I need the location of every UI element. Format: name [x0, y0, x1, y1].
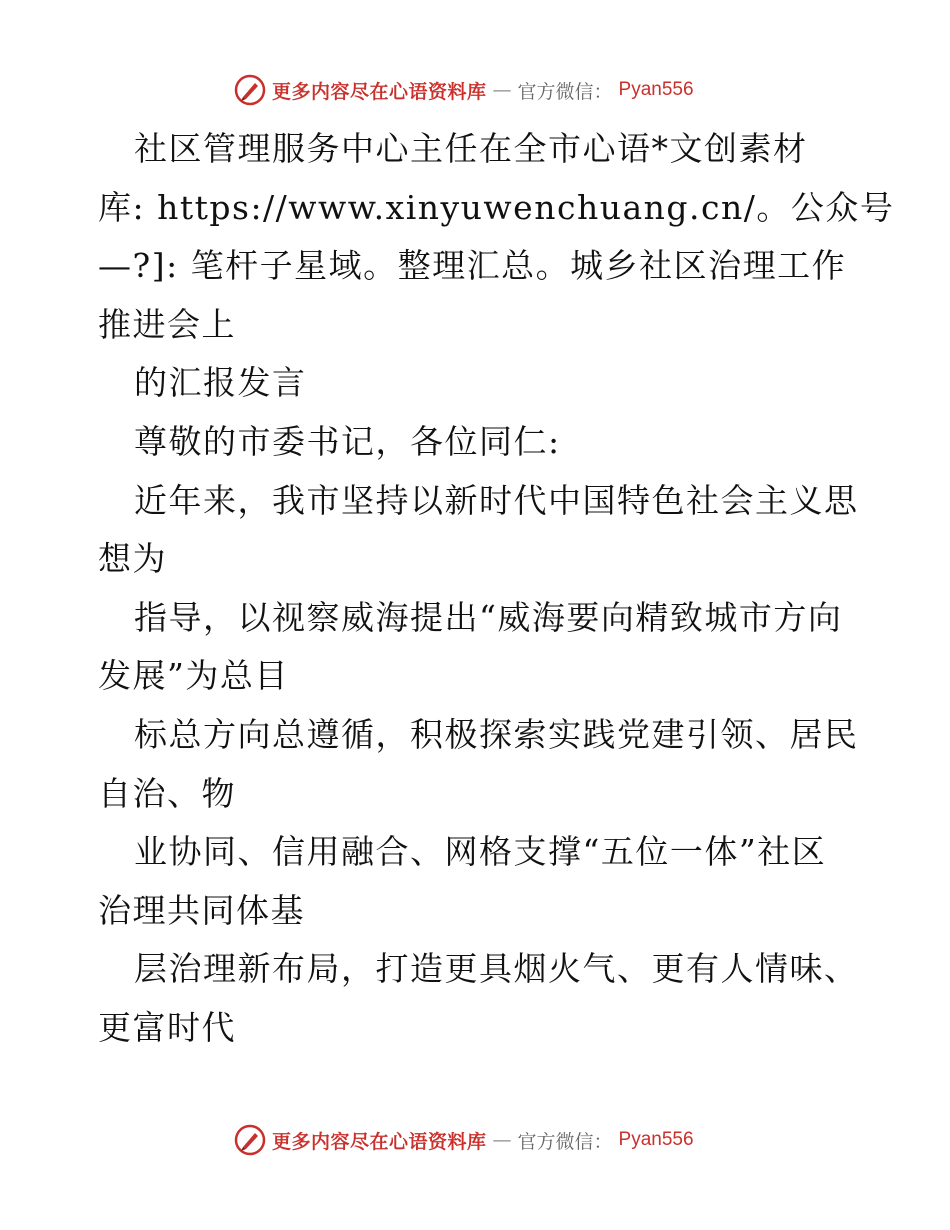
document-body [98, 120, 895, 1058]
quill-seal-icon [234, 74, 266, 106]
text-line: 治理共同体基 [98, 890, 305, 930]
text-line: —?]: 笔杆子星域。整理汇总。城乡社区治理工作 [98, 246, 847, 286]
watermark-wechat-id: Pyan556 [618, 1129, 694, 1150]
watermark-separator: — [492, 1129, 512, 1151]
text-line: 标总方向总遵循，积极探索实践党建引领、居民 [134, 714, 859, 754]
watermark-wechat-label: 官方微信： [517, 1130, 613, 1153]
text-line: 指导，以视察威海提出“威海要向精致城市方向 [134, 597, 843, 637]
text-line: 尊敬的市委书记，各位同仁: [134, 421, 561, 461]
watermark-wechat-id: Pyan556 [618, 79, 694, 100]
quill-seal-icon [234, 1124, 266, 1156]
text-line: 更富时代 [98, 1007, 236, 1047]
watermark-wechat-label: 官方微信： [517, 80, 613, 103]
watermark-separator: — [492, 79, 512, 101]
text-line: 想为 [98, 539, 167, 579]
text-line: 自治、物 [98, 773, 236, 813]
watermark-brand-text: 更多内容尽在心语资料库 [272, 80, 487, 103]
text-line: 库: https://www.xinyuwenchuang.cn/。公众号 [98, 187, 895, 227]
footer-watermark[interactable] [234, 1122, 754, 1158]
text-line: 业协同、信用融合、网格支撑“五位一体”社区 [134, 832, 827, 872]
text-line: 社区管理服务中心主任在全市心语*文创素材 [134, 129, 808, 168]
text-line: 推进会上 [98, 304, 236, 344]
text-line: 近年来，我市坚持以新时代中国特色社会主义思 [134, 480, 859, 520]
text-line: 层治理新布局，打造更具烟火气、更有人情味、 [134, 949, 859, 989]
header-watermark[interactable] [234, 72, 754, 108]
text-line: 发展”为总目 [98, 656, 289, 696]
watermark-brand-text: 更多内容尽在心语资料库 [272, 1130, 487, 1153]
text-line: 的汇报发言 [134, 363, 307, 403]
